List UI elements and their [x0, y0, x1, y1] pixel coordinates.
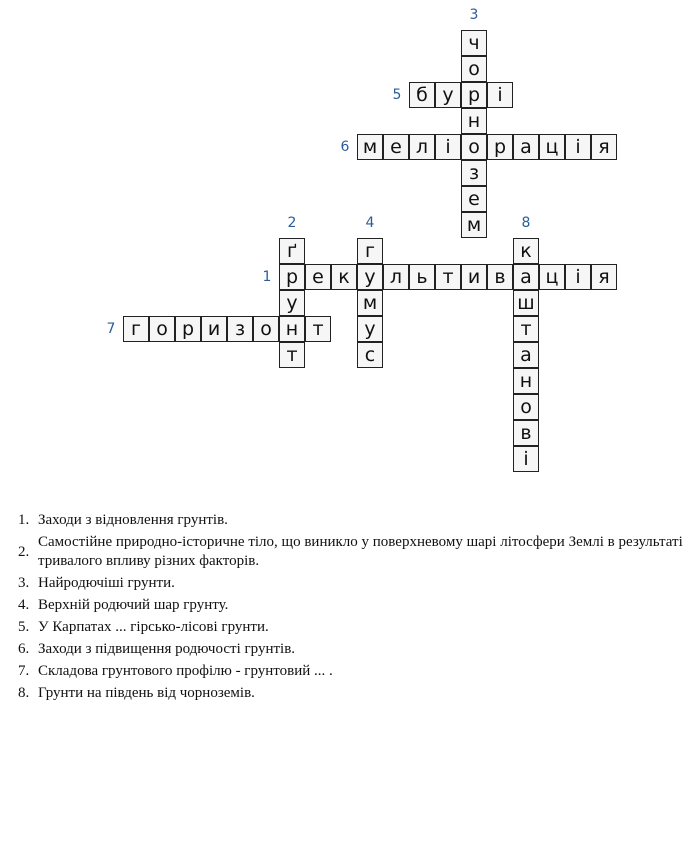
clue-item	[18, 511, 686, 530]
clue-text: Заходи з відновлення грунтів.	[38, 512, 228, 528]
clue-item	[18, 640, 686, 659]
crossword-cell: е	[305, 264, 331, 290]
crossword-cell: я	[591, 134, 617, 160]
crossword-cell: л	[383, 264, 409, 290]
clue-text: Самостійне природно-історичне тіло, що виникло у поверхневому шарі літосфери Землі в результаті тривалого впливу різних факторів.	[38, 534, 683, 569]
clue-item	[18, 574, 686, 593]
crossword-cell: с	[357, 342, 383, 368]
crossword-cell: ь	[409, 264, 435, 290]
clue-text: Верхній родючий шар грунту.	[38, 597, 229, 613]
word-number-5: 5	[392, 87, 402, 103]
word-number-4: 4	[365, 215, 375, 231]
crossword-cell: б	[409, 82, 435, 108]
crossword-cell: н	[461, 108, 487, 134]
crossword-cell: і	[565, 264, 591, 290]
crossword-cell: м	[461, 212, 487, 238]
crossword-cell: з	[227, 316, 253, 342]
clue-number: 3.	[18, 575, 30, 591]
crossword-cell: р	[175, 316, 201, 342]
crossword-cell: у	[357, 264, 383, 290]
clue-item	[18, 662, 686, 681]
crossword-cell: е	[383, 134, 409, 160]
crossword-cell: к	[331, 264, 357, 290]
crossword-cell: ґ	[279, 238, 305, 264]
crossword-cell: я	[591, 264, 617, 290]
clue-text: Заходи з підвищення родючості грунтів.	[38, 641, 296, 657]
clue-item	[18, 618, 686, 637]
crossword-cell: о	[513, 394, 539, 420]
crossword-cell: л	[409, 134, 435, 160]
crossword-cell: ц	[539, 134, 565, 160]
clue-text: Складова грунтового профілю - грунтовий ... .	[38, 663, 333, 679]
crossword-cell: і	[565, 134, 591, 160]
word-number-2: 2	[287, 215, 297, 231]
crossword-cell: о	[461, 56, 487, 82]
clue-number: 8.	[18, 685, 30, 701]
crossword-cell: і	[487, 82, 513, 108]
clue-text: Найродючіші грунти.	[38, 575, 175, 591]
clue-text: У Карпатах ... гірсько-лісові грунти.	[38, 619, 269, 635]
crossword-cell: е	[461, 186, 487, 212]
crossword-cell: у	[357, 316, 383, 342]
crossword-cell: у	[435, 82, 461, 108]
crossword-cell: р	[461, 82, 487, 108]
crossword-cell: і	[435, 134, 461, 160]
crossword-cell: а	[513, 342, 539, 368]
crossword-cell: и	[201, 316, 227, 342]
crossword-cell: в	[487, 264, 513, 290]
crossword-cell: ш	[513, 290, 539, 316]
crossword-cell: ч	[461, 30, 487, 56]
clue-item	[18, 596, 686, 615]
word-number-8: 8	[521, 215, 531, 231]
crossword-cell: в	[513, 420, 539, 446]
clue-text: Грунти на південь від чорноземів.	[38, 685, 255, 701]
clue-item	[18, 533, 686, 571]
crossword-cell: а	[513, 134, 539, 160]
crossword-cell: т	[513, 316, 539, 342]
crossword-cell: а	[513, 264, 539, 290]
crossword-cell: т	[279, 342, 305, 368]
crossword-cell: и	[461, 264, 487, 290]
crossword-cell: р	[279, 264, 305, 290]
crossword-cell: о	[149, 316, 175, 342]
word-number-6: 6	[340, 139, 350, 155]
crossword-cell: т	[435, 264, 461, 290]
clue-number: 6.	[18, 641, 30, 657]
crossword-cell: н	[279, 316, 305, 342]
crossword-cell: р	[487, 134, 513, 160]
crossword-cell: о	[253, 316, 279, 342]
crossword-cell: м	[357, 134, 383, 160]
crossword-cell: н	[513, 368, 539, 394]
crossword-cell: г	[357, 238, 383, 264]
crossword-cell: т	[305, 316, 331, 342]
clue-item	[18, 684, 686, 703]
word-number-1: 1	[262, 269, 272, 285]
clue-list	[18, 511, 686, 706]
crossword-cell: о	[461, 134, 487, 160]
clue-number: 7.	[18, 663, 30, 679]
crossword-cell: у	[279, 290, 305, 316]
word-number-3: 3	[469, 7, 479, 23]
clue-number: 5.	[18, 619, 30, 635]
clue-number: 4.	[18, 597, 30, 613]
crossword-cell: г	[123, 316, 149, 342]
crossword-cell: м	[357, 290, 383, 316]
clue-number: 1.	[18, 512, 30, 528]
crossword-cell: і	[513, 446, 539, 472]
crossword-cell: з	[461, 160, 487, 186]
crossword-cell: к	[513, 238, 539, 264]
clue-number: 2.	[18, 544, 30, 560]
crossword-cell: ц	[539, 264, 565, 290]
word-number-7: 7	[106, 321, 116, 337]
